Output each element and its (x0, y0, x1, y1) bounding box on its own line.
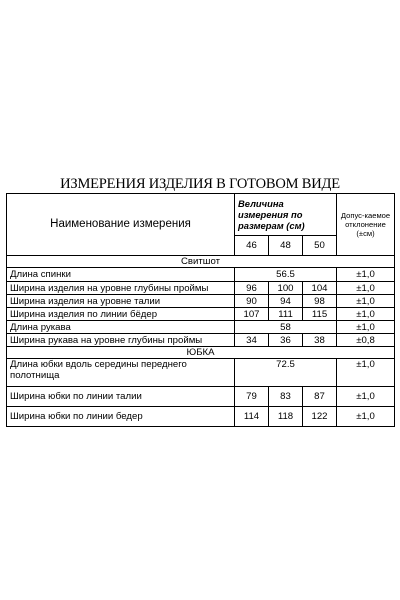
row-label: Ширина юбки по линии бедер (7, 407, 235, 427)
row-label: Ширина изделия на уровне глубины проймы (7, 282, 235, 295)
row-value: 96 (235, 282, 269, 295)
row-merged-value: 58 (235, 321, 337, 334)
section-header-sweatshirt: Свитшот (7, 256, 395, 268)
row-label: Длина юбки вдоль середины переднего полотнища (7, 359, 235, 387)
page-title: ИЗМЕРЕНИЯ ИЗДЕЛИЯ В ГОТОВОМ ВИДЕ (60, 176, 340, 192)
row-value: 114 (235, 407, 269, 427)
row-label: Ширина изделия на уровне талии (7, 295, 235, 308)
row-merged-value: 56.5 (235, 268, 337, 282)
row-tolerance: ±1,0 (337, 282, 395, 295)
table-row (7, 282, 395, 295)
row-value: 34 (235, 334, 269, 347)
table-row (7, 268, 395, 282)
row-value: 107 (235, 308, 269, 321)
header-size: 46 (235, 236, 269, 256)
row-value: 87 (303, 387, 337, 407)
row-merged-value: 72.5 (235, 359, 337, 387)
row-value: 100 (269, 282, 303, 295)
row-value: 104 (303, 282, 337, 295)
table-row (7, 359, 395, 387)
measurements-table (6, 193, 395, 427)
row-tolerance: ±1,0 (337, 321, 395, 334)
row-label: Ширина рукава на уровне глубины проймы (7, 334, 235, 347)
row-value: 122 (303, 407, 337, 427)
row-label: Ширина юбки по линии талии (7, 387, 235, 407)
header-size-group: Величина измерения по размерам (см) (235, 194, 337, 236)
row-tolerance: ±1,0 (337, 407, 395, 427)
header-tolerance: Допус-каемое отклонение (±см) (337, 194, 395, 256)
table-row (7, 295, 395, 308)
table-row (7, 387, 395, 407)
table-row (7, 334, 395, 347)
row-value: 115 (303, 308, 337, 321)
row-value: 79 (235, 387, 269, 407)
row-value: 83 (269, 387, 303, 407)
row-tolerance: ±1,0 (337, 359, 395, 387)
row-value: 90 (235, 295, 269, 308)
row-tolerance: ±1,0 (337, 295, 395, 308)
table-row (7, 321, 395, 334)
row-label: Длина спинки (7, 268, 235, 282)
table-row (7, 407, 395, 427)
row-tolerance: ±1,0 (337, 387, 395, 407)
table-row (7, 308, 395, 321)
header-size: 48 (269, 236, 303, 256)
row-value: 111 (269, 308, 303, 321)
row-tolerance: ±0,8 (337, 334, 395, 347)
row-value: 36 (269, 334, 303, 347)
row-value: 118 (269, 407, 303, 427)
row-value: 38 (303, 334, 337, 347)
header-measurement-name: Наименование измерения (7, 194, 235, 256)
row-value: 98 (303, 295, 337, 308)
row-label: Ширина изделия по линии бёдер (7, 308, 235, 321)
header-size: 50 (303, 236, 337, 256)
row-value: 94 (269, 295, 303, 308)
row-tolerance: ±1,0 (337, 268, 395, 282)
section-header-skirt: ЮБКА (7, 347, 395, 359)
row-label: Длина рукава (7, 321, 235, 334)
row-tolerance: ±1,0 (337, 308, 395, 321)
